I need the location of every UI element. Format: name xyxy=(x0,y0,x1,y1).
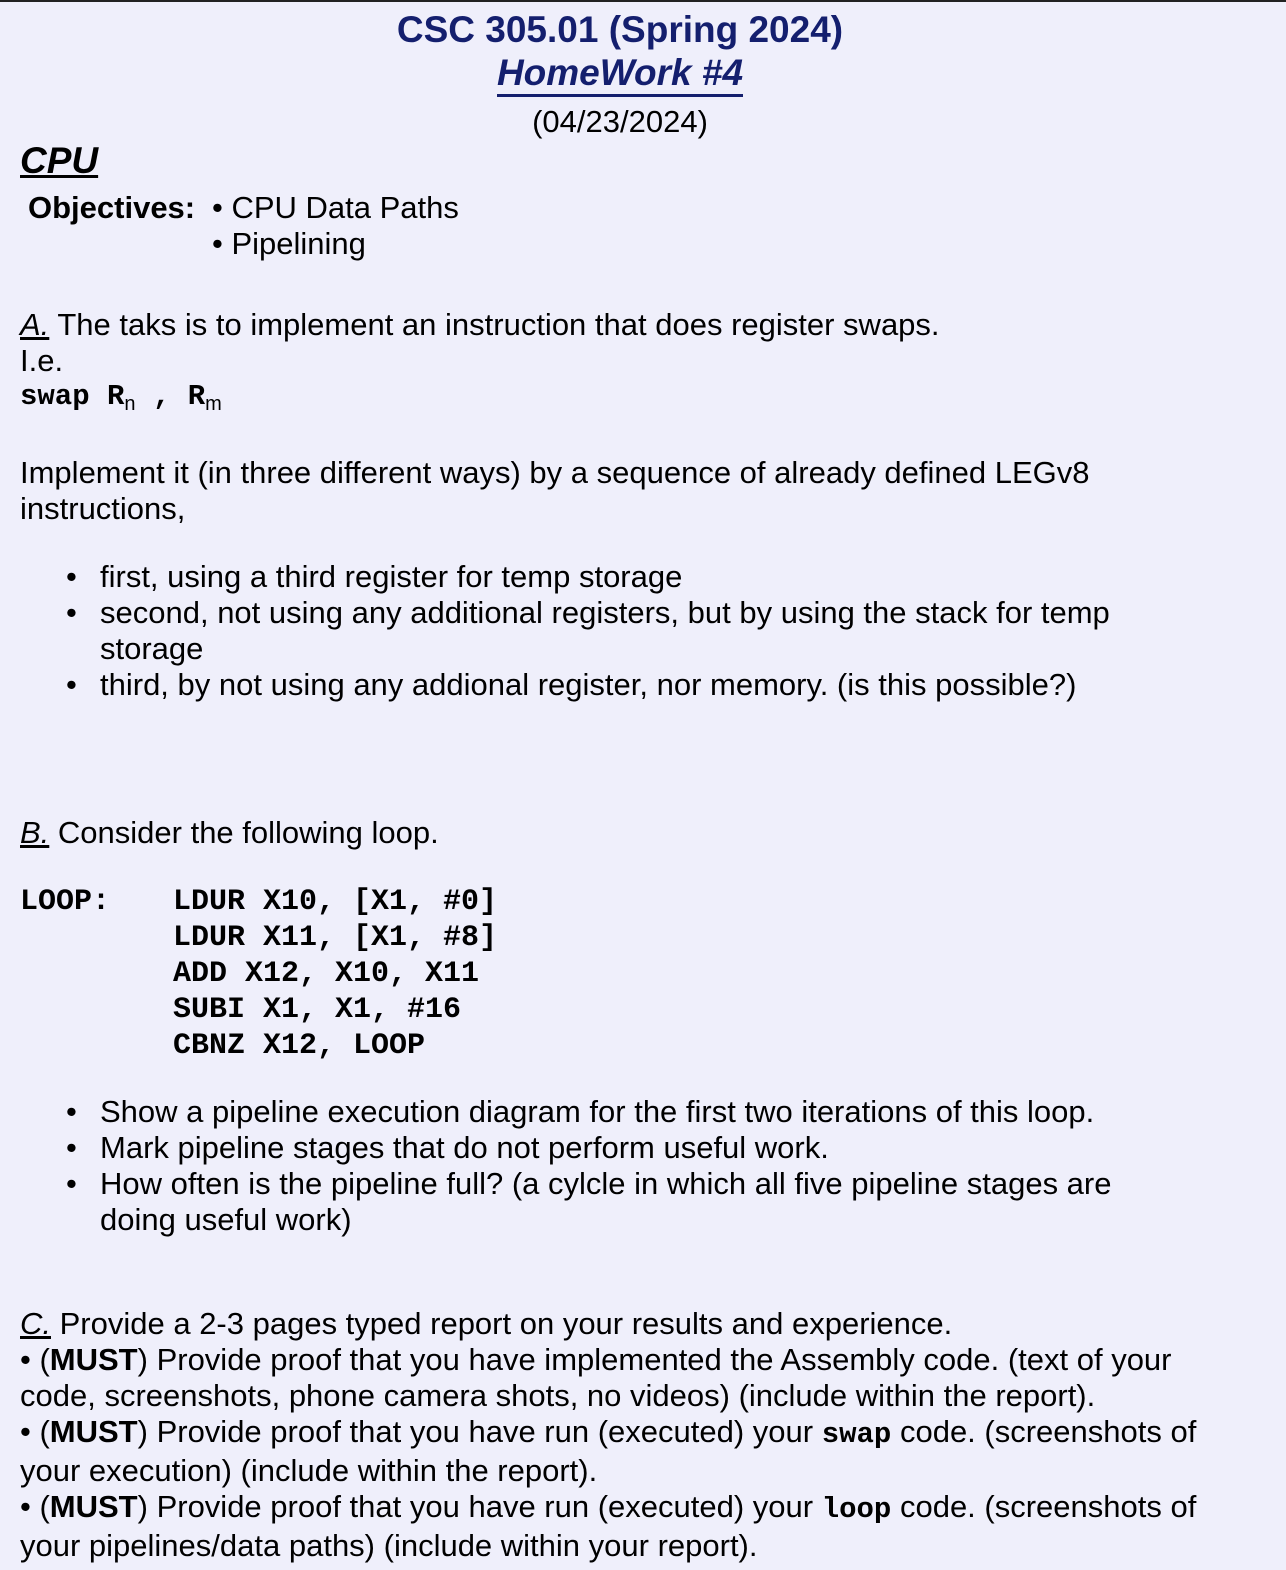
section-a xyxy=(20,307,1240,422)
list-item: • first, using a third register for temp storage xyxy=(20,559,1160,595)
document-header xyxy=(0,8,1240,144)
code-block xyxy=(173,884,497,1064)
section-b-intro: B. Consider the following loop. xyxy=(20,815,439,850)
list-item: • Mark pipeline stages that do not perform useful work. xyxy=(20,1130,1160,1166)
section-c-letter: C. xyxy=(20,1306,51,1341)
code-line: LDUR X11, [X1, #8] xyxy=(173,921,498,955)
objectives-list xyxy=(212,190,459,262)
homework-date: (04/23/2024) xyxy=(532,104,708,139)
code-line: ADD X12, X10, X11 xyxy=(173,957,480,991)
code-line: LDUR X10, [X1, #0] xyxy=(173,885,498,919)
topic-heading: CPU xyxy=(20,140,99,181)
section-a-implement: Implement it (in three different ways) by a sequence of already defined LEGv8 instructions, xyxy=(20,455,1090,526)
top-border xyxy=(0,0,1286,2)
code-line: CBNZ X12, LOOP xyxy=(173,1029,426,1063)
homework-title: HomeWork #4 xyxy=(497,52,743,97)
section-a-ie: I.e. xyxy=(20,343,64,378)
code-line: SUBI X1, X1, #16 xyxy=(173,993,462,1027)
list-item: • second, not using any additional registers, but by using the stack for temp storage xyxy=(20,595,1160,667)
section-a-bullets xyxy=(20,559,1160,703)
list-item: • How often is the pipeline full? (a cylcle in which all five pipeline stages are doing useful work) xyxy=(20,1166,1160,1238)
course-title: CSC 305.01 (Spring 2024) xyxy=(396,9,844,50)
swap-instruction: swap $R_n$ , $R_m$ xyxy=(20,380,222,415)
section-c xyxy=(20,1306,1225,1564)
objective-item: • Pipelining xyxy=(212,226,366,261)
requirement-item: • (MUST) Provide proof that you have run (executed) your loop code. (screenshots of your pipelines/data paths) (include within your report). xyxy=(20,1489,1197,1563)
requirement-item: • (MUST) Provide proof that you have run (executed) your swap code. (screenshots of your execution) (include within the report). xyxy=(20,1414,1197,1488)
list-item: • Show a pipeline execution diagram for the first two iterations of this loop. xyxy=(20,1094,1160,1130)
section-b-letter: B. xyxy=(20,815,50,850)
objectives-label: Objectives: xyxy=(28,190,196,225)
section-a-intro: A. The taks is to implement an instruction that does register swaps. xyxy=(20,307,940,342)
section-b-bullets xyxy=(20,1094,1160,1238)
objective-item: • CPU Data Paths xyxy=(212,190,459,225)
section-a-letter: A. xyxy=(20,307,50,342)
requirement-item: • (MUST) Provide proof that you have implemented the Assembly code. (text of your code, screenshots, phone camera shots, no videos) (include within the report). xyxy=(20,1342,1172,1413)
list-item: • third, by not using any addional register, nor memory. (is this possible?) xyxy=(20,667,1160,703)
section-c-intro: C. Provide a 2-3 pages typed report on your results and experience. xyxy=(20,1306,953,1341)
code-label: LOOP: xyxy=(20,885,111,919)
